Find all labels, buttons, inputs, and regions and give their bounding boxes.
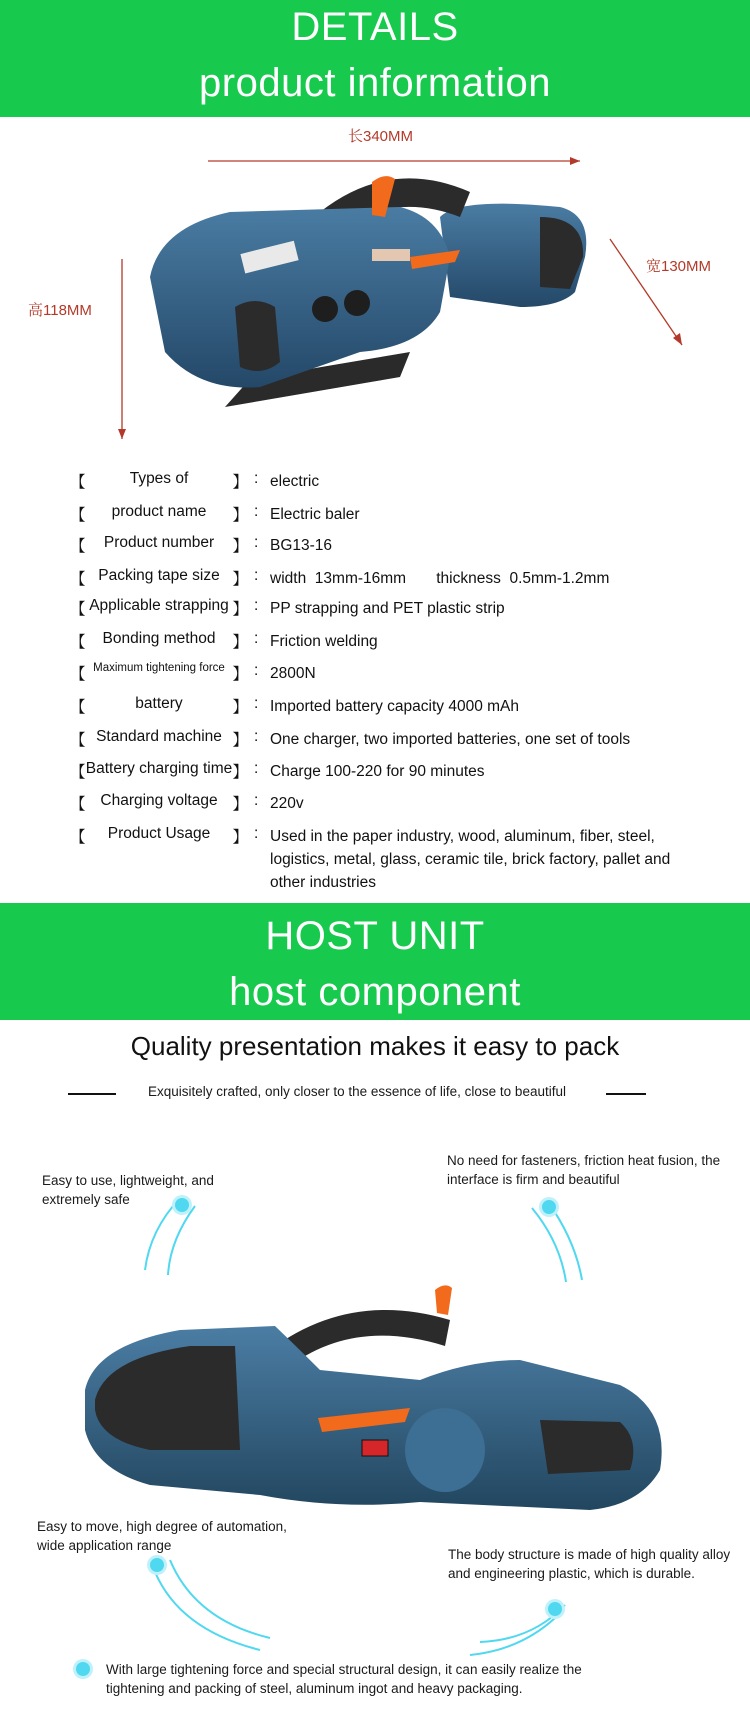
spec-label: Product number bbox=[103, 534, 215, 551]
spec-value: width 13mm-16mm thickness 0.5mm-1.2mm bbox=[270, 570, 610, 587]
baler-perspective-illustration bbox=[0, 1150, 750, 1720]
callout-bottom: With large tightening force and special structural design, it can easily realize the tightening and packing of steel, aluminum ingot and heavy packaging. bbox=[106, 1662, 582, 1696]
callout-dot-bottom-right bbox=[548, 1602, 562, 1616]
spec-value: Used in the paper industry, wood, aluminum, fiber, steel, logistics, metal, glass, ceramic tile, brick factory, pallet and other industries bbox=[270, 828, 671, 891]
spec-label: Battery charging time bbox=[85, 760, 233, 777]
banner-subtitle: product information bbox=[199, 61, 551, 105]
spec-value: 220v bbox=[270, 795, 304, 812]
callout-dot-bottom bbox=[76, 1662, 90, 1676]
spec-value: PP strapping and PET plastic strip bbox=[270, 600, 505, 617]
spec-label: battery bbox=[135, 695, 183, 712]
length-dimension-label: 长340MM bbox=[348, 128, 414, 145]
callout-top-left: Easy to use, lightweight, and extremely safe bbox=[42, 1173, 214, 1207]
callout-dot-bottom-left bbox=[150, 1558, 164, 1572]
callout-top-right: No need for fasteners, friction heat fusion, the interface is firm and beautiful bbox=[447, 1153, 721, 1187]
banner-title: HOST UNIT bbox=[265, 914, 485, 958]
spec-label: Product Usage bbox=[107, 825, 211, 842]
spec-label: Packing tape size bbox=[98, 567, 220, 584]
divider-left bbox=[68, 1093, 116, 1095]
callout-bottom-right: The body structure is made of high quality alloy and engineering plastic, which is durable. bbox=[448, 1547, 731, 1581]
host-unit-banner bbox=[0, 903, 750, 1020]
height-dimension-label: 高118MM bbox=[28, 302, 92, 319]
quality-title: Quality presentation makes it easy to pack bbox=[130, 1031, 620, 1061]
spec-label: Standard machine bbox=[96, 728, 222, 745]
spec-label: Maximum tightening force bbox=[93, 662, 225, 674]
spec-label: Applicable strapping bbox=[89, 597, 229, 614]
spec-value: electric bbox=[270, 473, 320, 490]
callout-bottom-left: Easy to move, high degree of automation, wide application range bbox=[37, 1519, 287, 1553]
spec-value: 2800N bbox=[270, 665, 316, 682]
spec-value: BG13-16 bbox=[270, 537, 333, 554]
spec-label: Bonding method bbox=[102, 630, 216, 647]
quality-subtitle: Exquisitely crafted, only closer to the essence of life, close to beautiful bbox=[148, 1084, 566, 1099]
spec-value: Electric baler bbox=[270, 506, 360, 523]
product-dimension-image bbox=[0, 117, 750, 457]
baler-side-illustration bbox=[0, 117, 750, 457]
host-component-image bbox=[0, 1150, 750, 1720]
details-banner bbox=[0, 0, 750, 117]
spec-value: One charger, two imported batteries, one set of tools bbox=[270, 731, 631, 748]
spec-label: Types of bbox=[129, 470, 189, 487]
callout-dot-top-right bbox=[542, 1200, 556, 1214]
width-dimension-label: 宽130MM bbox=[646, 258, 712, 275]
spec-value: Charge 100-220 for 90 minutes bbox=[270, 763, 485, 780]
quality-subtitle-row bbox=[68, 1084, 646, 1104]
spec-label: product name bbox=[111, 503, 207, 520]
spec-label: Charging voltage bbox=[100, 792, 218, 809]
divider-right bbox=[606, 1093, 646, 1095]
spec-value: Imported battery capacity 4000 mAh bbox=[270, 698, 519, 715]
spec-value: Friction welding bbox=[270, 633, 378, 650]
banner-title: DETAILS bbox=[291, 5, 459, 49]
banner-subtitle: host component bbox=[229, 970, 521, 1014]
